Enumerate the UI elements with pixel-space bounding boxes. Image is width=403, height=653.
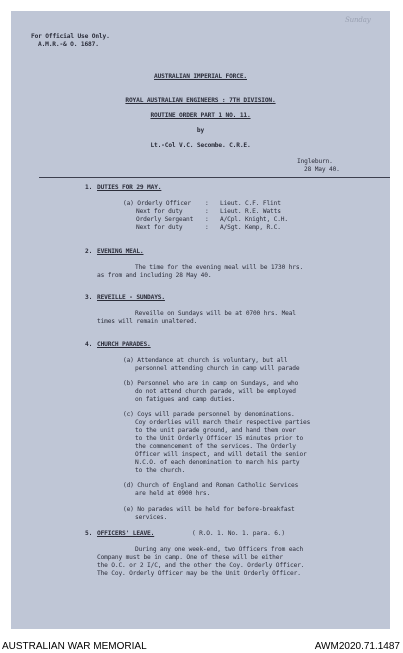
duty-3-label: Orderly Sergeant: [136, 216, 194, 223]
duty-2-sep: :: [205, 208, 209, 215]
section-1-number: 1.: [85, 184, 93, 191]
duty-3-name: A/Cpl. Knight, C.H.: [220, 216, 288, 223]
church-b-line-1: (b) Personnel who are in camp on Sundays, and who: [123, 380, 299, 387]
header-divider: [39, 177, 390, 178]
official-use-line-2: A.M.R.-& O. 1687.: [38, 41, 99, 48]
church-c-line-7: N.C.O. of each denomination to march his party: [135, 459, 300, 466]
archive-footer: [0, 641, 403, 653]
date: 28 May 40.: [304, 166, 340, 173]
section-5-reference: ( R.O. 1. No. 1. para. 6.): [192, 530, 285, 537]
section-1-title: DUTIES FOR 29 MAY.: [97, 184, 162, 191]
duty-3-sep: :: [205, 216, 209, 223]
duty-1-name: Lieut. C.F. Flint: [220, 200, 281, 207]
reveille-line-2: times will remain unaltered.: [97, 318, 198, 325]
leave-line-3: the O.C. or 2 I/C, and the other the Coy. Orderly Officer.: [97, 562, 305, 569]
church-c-line-6: Officer will inspect, and will detail the senior: [135, 451, 307, 458]
leave-line-1: During any one week-end, two Officers from each: [135, 546, 304, 553]
footer-institution: AUSTRALIAN WAR MEMORIAL: [2, 641, 147, 652]
church-c-line-3: to the unit parade ground, and hand them over: [135, 427, 296, 434]
duty-2-name: Lieut. R.E. Watts: [220, 208, 281, 215]
document-page: [11, 11, 390, 629]
church-c-line-2: Coy orderlies will march their respective parties: [135, 419, 311, 426]
church-c-line-4: to the Unit Orderly Officer 15 minutes prior to: [135, 435, 304, 442]
official-use-line-1: For Official Use Only.: [31, 33, 110, 40]
section-2-title: EVENING MEAL.: [97, 248, 144, 255]
evening-meal-line-1: The time for the evening meal will be 1730 hrs.: [135, 264, 304, 271]
duty-2-label: Next for duty: [136, 208, 183, 215]
church-e-line-1: (e) No parades will be held for before-breakfast: [123, 506, 295, 513]
order-heading: ROUTINE ORDER PART 1 NO. 11.: [150, 112, 251, 119]
footer-accession-number: AWM2020.71.1487: [314, 641, 400, 652]
duty-1-label: (a) Orderly Officer: [123, 200, 191, 207]
church-c-line-1: (c) Coys will parade personnel by denominations.: [123, 411, 295, 418]
section-2-number: 2.: [85, 248, 93, 255]
church-a-line-1: (a) Attendance at church is voluntary, but all: [123, 357, 288, 364]
force-heading: AUSTRALIAN IMPERIAL FORCE.: [154, 73, 247, 80]
leave-line-4: The Coy. Orderly Officer may be the Unit Orderly Officer.: [97, 570, 301, 577]
by-line: by: [196, 127, 205, 134]
duty-1-sep: :: [205, 200, 209, 207]
church-c-line-5: the commencement of the services. The Orderly: [135, 443, 296, 450]
unit-heading: ROYAL AUSTRALIAN ENGINEERS : 7TH DIVISION.: [125, 97, 276, 104]
section-4-title: CHURCH PARADES.: [97, 341, 151, 348]
church-e-line-2: services.: [135, 514, 168, 521]
duty-4-name: A/Sgt. Kemp, R.C.: [220, 224, 281, 231]
church-b-line-3: on fatigues and camp duties.: [135, 396, 236, 403]
leave-line-2: Company must be in camp. One of these will be either: [97, 554, 283, 561]
church-d-line-1: (d) Church of England and Roman Catholic Services: [123, 482, 299, 489]
duty-4-label: Next for duty: [136, 224, 183, 231]
section-5-number: 5.: [85, 530, 93, 537]
section-3-title: REVEILLE - SUNDAYS.: [97, 294, 165, 301]
church-a-line-2: personnel attending church in camp will parade: [135, 365, 300, 372]
evening-meal-line-2: as from and including 28 May 40.: [97, 272, 212, 279]
place: Ingleburn.: [297, 158, 333, 165]
church-d-line-2: are held at 0900 hrs.: [135, 490, 211, 497]
corner-note: Sunday: [345, 16, 371, 24]
church-c-line-8: to the church.: [135, 467, 186, 474]
officer-line: Lt.-Col V.C. Secombe. C.R.E.: [150, 142, 251, 149]
section-3-number: 3.: [85, 294, 93, 301]
duty-4-sep: :: [205, 224, 209, 231]
section-5-title: OFFICERS' LEAVE.: [97, 530, 155, 537]
church-b-line-2: do not attend church parade, will be employed: [135, 388, 296, 395]
section-4-number: 4.: [85, 341, 93, 348]
reveille-line-1: Reveille on Sundays will be at 0700 hrs. Meal: [135, 310, 296, 317]
